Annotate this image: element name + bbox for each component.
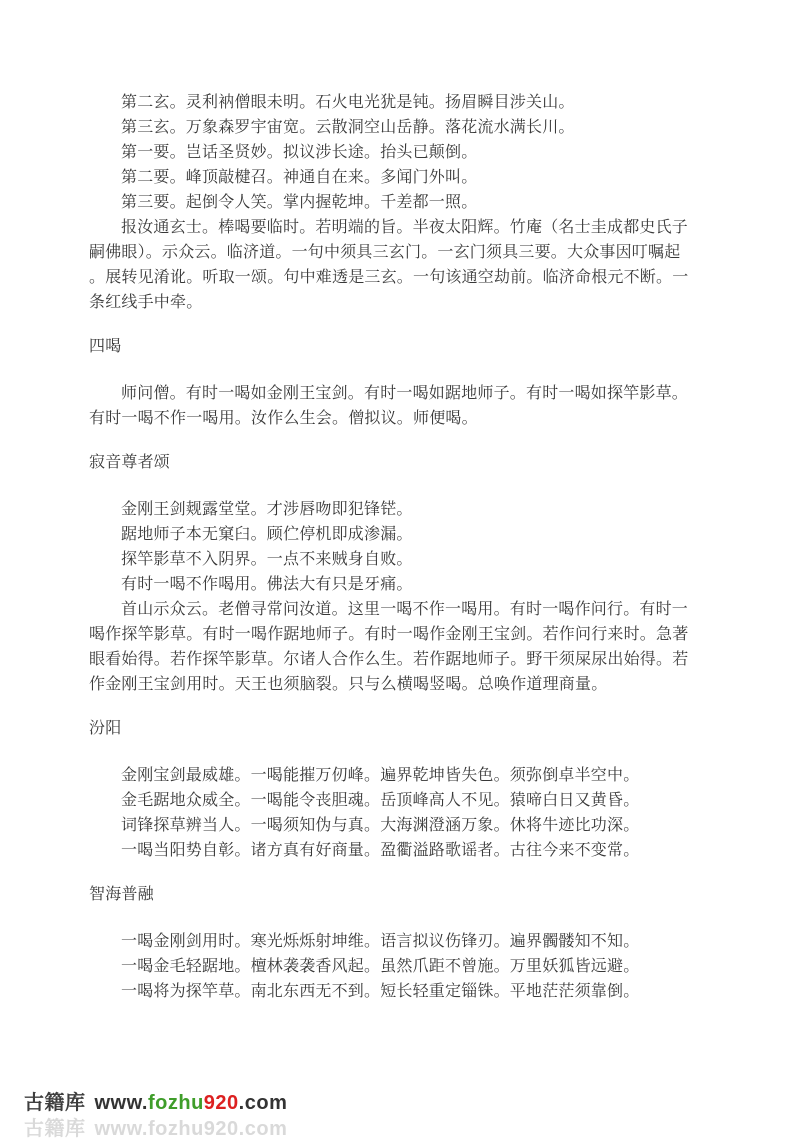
text-line: 首山示众云。老僧寻常问汝道。这里一喝不作一喝用。有时一喝作问行。有时一 <box>121 601 689 618</box>
text-line: 第二玄。灵利衲僧眼未明。石火电光犹是钝。扬眉瞬目涉关山。 <box>121 94 575 111</box>
section-heading: 四喝 <box>89 338 122 355</box>
watermark-url-tld: .com <box>238 1092 288 1114</box>
watermark-url-920: 920 <box>203 1092 239 1114</box>
text-line: 有时一喝不作一喝用。汝作么生会。僧拟议。师便喝。 <box>89 410 478 427</box>
text-line: 探竿影草不入阴界。一点不来贼身自败。 <box>121 551 413 568</box>
watermark-ghost-url-fozhu: fozhu <box>147 1118 204 1140</box>
text-line: 一喝将为探竿草。南北东西无不到。短长轻重定锱铢。平地茫茫须靠倒。 <box>121 983 640 1000</box>
watermark <box>24 1086 287 1115</box>
text-line: 第三要。起倒令人笑。掌内握乾坤。千差都一照。 <box>121 194 478 211</box>
section-heading: 寂音尊者颂 <box>89 454 171 471</box>
text-line: 一喝当阳势自彰。诸方真有好商量。盈衢溢路歌谣者。古往今来不变常。 <box>121 842 640 859</box>
watermark-url-fozhu: fozhu <box>147 1092 204 1114</box>
watermark-ghost <box>24 1112 287 1141</box>
text-line: 。展转见淆讹。听取一颂。句中难透是三玄。一句该通空劫前。临济命根元不断。一 <box>89 269 689 286</box>
watermark-ghost-url-920: 920 <box>203 1118 239 1140</box>
text-line: 金毛踞地众威全。一喝能令丧胆魂。岳顶峰高人不见。猿啼白日又黄昏。 <box>121 792 640 809</box>
watermark-url-www: www. <box>94 1092 148 1114</box>
section-heading: 智海普融 <box>89 886 154 903</box>
text-line: 踞地师子本无窠臼。顾伫停机即成渗漏。 <box>121 526 413 543</box>
text-line: 作金刚王宝剑用时。天王也须脑裂。只与么横喝竖喝。总唤作道理商量。 <box>89 676 608 693</box>
text-line: 金刚王剑觌露堂堂。才涉唇吻即犯锋铓。 <box>121 501 413 518</box>
text-line: 报汝通玄士。棒喝要临时。若明端的旨。半夜太阳辉。竹庵（名士圭成都史氏子 <box>121 219 689 236</box>
text-line: 第二要。峰顶敲楗召。神通自在来。多闻门外叫。 <box>121 169 478 186</box>
text-line: 一喝金毛轻踞地。檀林袭袭香风起。虽然爪距不曾施。万里妖狐皆远避。 <box>121 958 640 975</box>
text-line: 眼看始得。若作探竿影草。尔诸人合作么生。若作踞地师子。野干须屎尿出始得。若 <box>89 651 689 668</box>
text-column <box>89 90 709 1004</box>
watermark-site-name: 古籍库 <box>24 1092 86 1114</box>
text-line: 金刚宝剑最威雄。一喝能摧万仞峰。遍界乾坤皆失色。须弥倒卓半空中。 <box>121 767 640 784</box>
watermark-ghost-url-www: www. <box>94 1118 148 1140</box>
watermark-ghost-site-name: 古籍库 <box>24 1118 86 1140</box>
section-heading: 汾阳 <box>89 720 122 737</box>
text-line: 师问僧。有时一喝如金刚王宝剑。有时一喝如踞地师子。有时一喝如探竿影草。 <box>121 385 689 402</box>
text-line: 第一要。岂话圣贤妙。拟议涉长途。抬头已颠倒。 <box>121 144 478 161</box>
text-line: 喝作探竿影草。有时一喝作踞地师子。有时一喝作金刚王宝剑。若作问行来时。急著 <box>89 626 689 643</box>
text-line: 条红线手中牵。 <box>89 294 203 311</box>
text-line: 有时一喝不作喝用。佛法大有只是牙痛。 <box>121 576 413 593</box>
text-line: 嗣佛眼）。示众云。临济道。一句中须具三玄门。一玄门须具三要。大众事因叮嘱起 <box>89 244 681 261</box>
text-line: 第三玄。万象森罗宇宙宽。云散洞空山岳静。落花流水满长川。 <box>121 119 575 136</box>
watermark-ghost-url-tld: .com <box>238 1118 288 1140</box>
text-line: 词锋探草辨当人。一喝须知伪与真。大海渊澄涵万象。休将牛迹比功深。 <box>121 817 640 834</box>
text-line: 一喝金刚剑用时。寒光烁烁射坤维。语言拟议伤锋刃。遍界髑髅知不知。 <box>121 933 640 950</box>
